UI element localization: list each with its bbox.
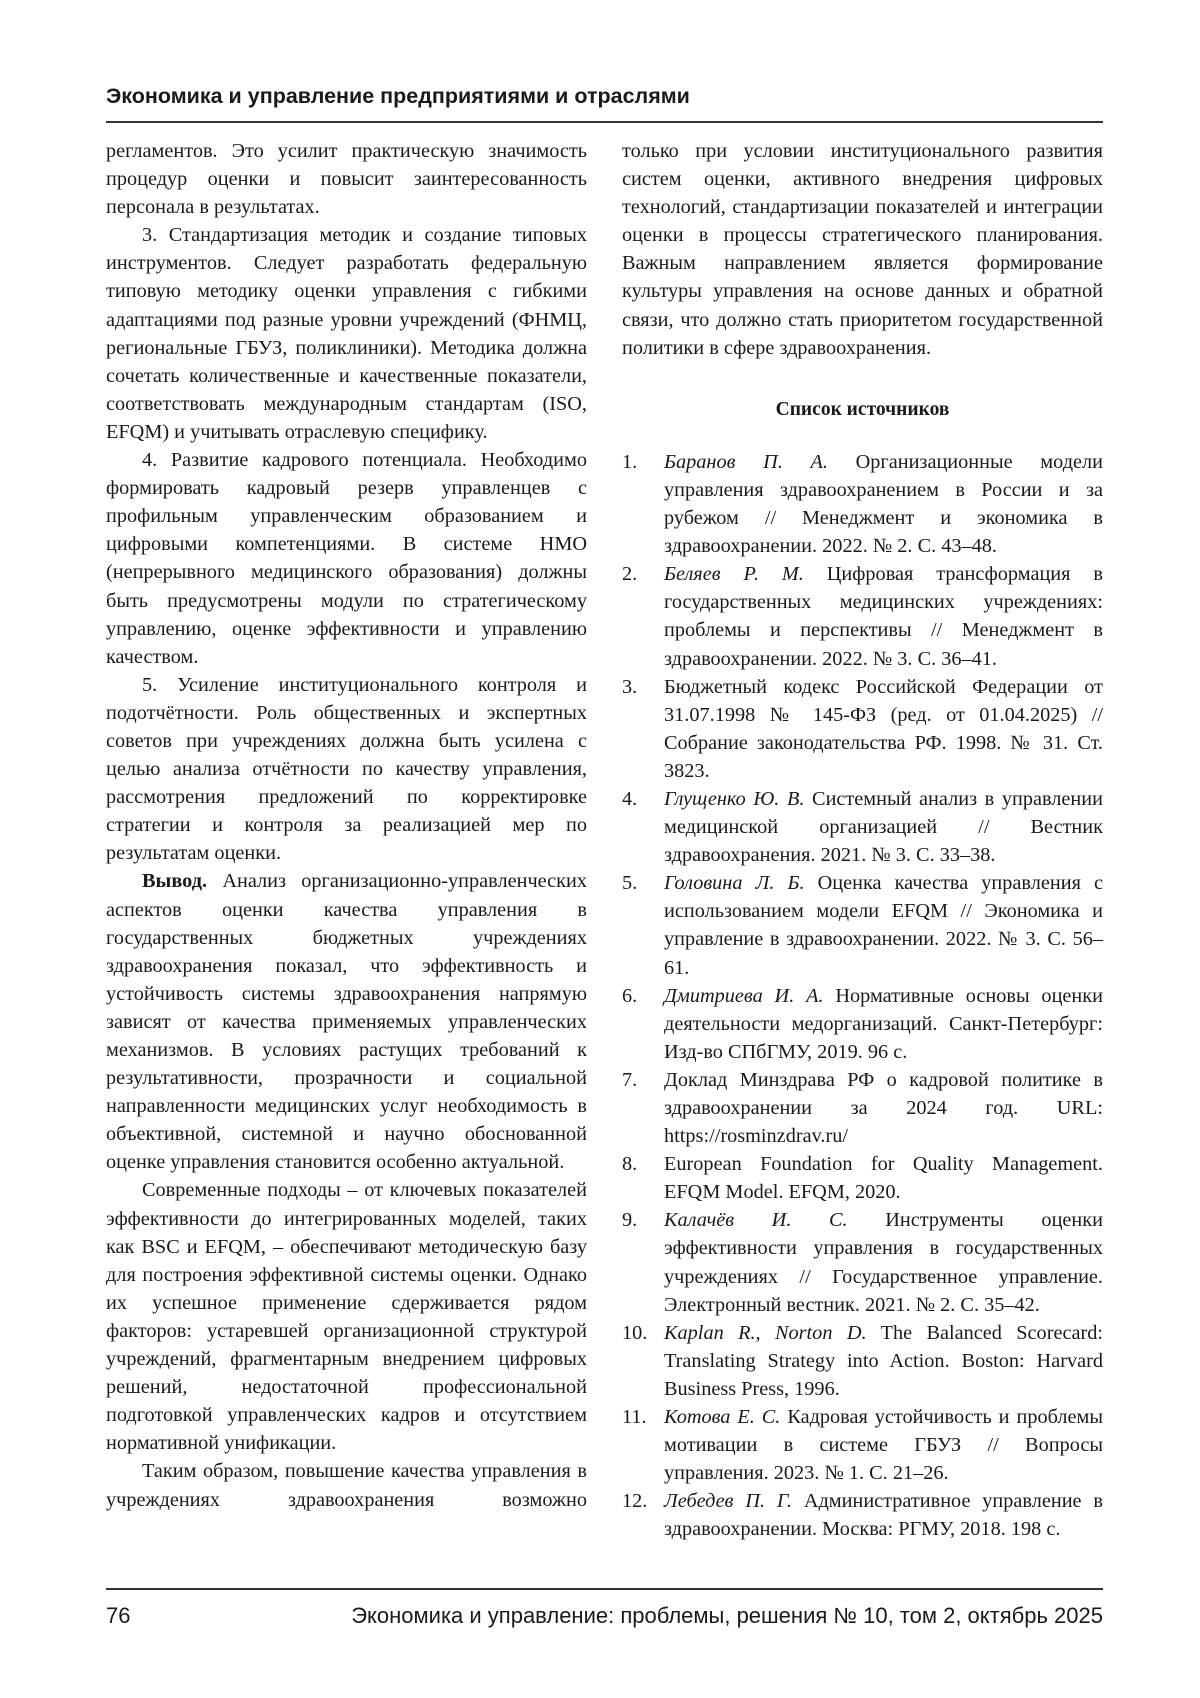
- paragraph: Современные подходы – от ключевых показателей эффективности до интегрированных моделей, таких как BSC и EFQM, – обеспечивают методическую базу для построения эффективной системы оценки. Однако их успешное применение сдерживается рядом факторов: устаревшей организационной структурой учреждений, фрагментарным внедрением цифровых решений, недостаточной профессиональной подготовкой управленческих кадров и отсутствием нормативной унификации.: [106, 1176, 587, 1457]
- reference-body: Инструменты оценки эффективности управления в государственных учреждениях // Государственное управление. Электронный вестник. 2021. № 2. С. 35–42.: [664, 1209, 1103, 1315]
- paragraph: 5. Усиление институционального контроля и подотчётности. Роль общественных и экспертных советов при учреждениях должна быть усилена с целью анализа отчётности по качеству управления, рассмотрения предложений по корректировке стратегии и контроля за реализацией мер по результатам оценки.: [106, 671, 587, 868]
- reference-text: [664, 982, 1103, 1066]
- reference-author: Глущенко Ю. В.: [664, 788, 804, 810]
- reference-number: 5.: [622, 869, 664, 981]
- reference-number: 2.: [622, 560, 664, 672]
- reference-author: Дмитриева И. А.: [664, 985, 824, 1007]
- reference-item: [622, 1066, 1103, 1150]
- page-number: 76: [106, 1603, 130, 1629]
- reference-number: 12.: [622, 1487, 664, 1543]
- reference-text: [664, 1403, 1103, 1487]
- reference-body: Бюджетный кодекс Российской Федерации от 31.07.1998 № 145-ФЗ (ред. от 01.04.2025) // Собрание законодательства РФ. 1998. № 31. Ст. 3823.: [664, 676, 1103, 782]
- paragraph: 3. Стандартизация методик и создание типовых инструментов. Следует разработать федеральную типовую методику оценки управления с гибкими адаптациями под разные уровни учреждений (ФНМЦ, региональные ГБУЗ, поликлиники). Методика должна сочетать количественные и качественные показатели, соответствовать международным стандартам (ISO, EFQM) и учитывать отраслевую специфику.: [106, 221, 587, 446]
- reference-body: European Foundation for Quality Management. EFQM Model. EFQM, 2020.: [664, 1153, 1103, 1203]
- reference-body: Системный анализ в управлении медицинской организацией // Вестник здравоохранения. 2021. № 3. С. 33–38.: [664, 788, 1103, 866]
- paragraph: Таким образом, повышение качества управления в учреждениях здравоохранения возможно: [106, 1457, 587, 1513]
- reference-item: [622, 1150, 1103, 1206]
- reference-author: Головина Л. Б.: [664, 872, 805, 894]
- reference-number: 6.: [622, 982, 664, 1066]
- reference-author: Баранов П. А.: [664, 451, 828, 473]
- reference-text: [664, 448, 1103, 560]
- reference-number: 10.: [622, 1319, 664, 1403]
- reference-number: 1.: [622, 448, 664, 560]
- reference-body: Кадровая устойчивость и проблемы мотивации в системе ГБУЗ // Вопросы управления. 2023. № 1. С. 21–26.: [664, 1406, 1103, 1484]
- right-column: [622, 137, 1103, 1544]
- reference-text: [664, 785, 1103, 869]
- footer-rule: [106, 1588, 1103, 1590]
- left-column: [106, 137, 587, 1514]
- conclusion-label: Вывод.: [142, 870, 207, 892]
- conclusion-paragraph: [106, 867, 587, 1176]
- paragraph: только при условии институционального развития систем оценки, активного внедрения цифровых технологий, стандартизации показателей и интеграции оценки в процессы стратегического планирования. Важным направлением является формирование культуры управления на основе данных и обратной связи, что должно стать приоритетом государственной политики в сфере здравоохранения.: [622, 137, 1103, 362]
- conclusion-text: Анализ организационно-управленческих аспектов оценки качества управления в государственных бюджетных учреждениях здравоохранения показал, что эффективность и устойчивость системы здравоохранения напрямую зависят от качества применяемых управленческих механизмов. В условиях растущих требований к результативности, прозрачности и социальной направленности медицинских услуг необходимость в объективной, системной и научно обоснованной оценке управления становится особенно актуальной.: [106, 870, 587, 1173]
- reference-author: Kaplan R., Norton D.: [664, 1322, 867, 1344]
- reference-item: [622, 1206, 1103, 1318]
- reference-text: [664, 1066, 1103, 1150]
- reference-item: [622, 448, 1103, 560]
- reference-item: [622, 869, 1103, 981]
- reference-body: The Balanced Scorecard: Translating Strategy into Action. Boston: Harvard Business Press, 1996.: [664, 1322, 1103, 1400]
- reference-number: 7.: [622, 1066, 664, 1150]
- header-rule: [106, 121, 1103, 123]
- reference-number: 11.: [622, 1403, 664, 1487]
- references-list: [622, 448, 1103, 1544]
- reference-item: [622, 673, 1103, 785]
- reference-author: Беляев Р. М.: [664, 563, 804, 585]
- reference-body: Доклад Минздрава РФ о кадровой политике в здравоохранении за 2024 год. URL: https://rosminzdrav.ru/: [664, 1069, 1103, 1147]
- reference-number: 3.: [622, 673, 664, 785]
- reference-text: [664, 673, 1103, 785]
- reference-text: [664, 1150, 1103, 1206]
- reference-text: [664, 1319, 1103, 1403]
- reference-text: [664, 1206, 1103, 1318]
- reference-author: Котова Е. С.: [664, 1406, 780, 1428]
- reference-author: Лебедев П. Г.: [664, 1490, 792, 1512]
- reference-text: [664, 1487, 1103, 1543]
- reference-item: [622, 785, 1103, 869]
- reference-author: Калачёв И. С.: [664, 1209, 848, 1231]
- reference-body: Административное управление в здравоохранении. Москва: РГМУ, 2018. 198 с.: [664, 1490, 1103, 1540]
- paragraph: регламентов. Это усилит практическую значимость процедур оценки и повысит заинтересованность персонала в результатах.: [106, 137, 587, 221]
- reference-text: [664, 560, 1103, 672]
- running-title: Экономика и управление предприятиями и отраслями: [106, 84, 690, 109]
- paragraph: 4. Развитие кадрового потенциала. Необходимо формировать кадровый резерв управленцев с профильным управленческим образованием и цифровыми компетенциями. В системе НМО (непрерывного медицинского образования) должны быть предусмотрены модули по стратегическому управлению, оценке эффективности и управлению качеством.: [106, 446, 587, 671]
- reference-text: [664, 869, 1103, 981]
- reference-item: [622, 1487, 1103, 1543]
- reference-item: [622, 560, 1103, 672]
- reference-item: [622, 1403, 1103, 1487]
- journal-footer: Экономика и управление: проблемы, решения № 10, том 2, октябрь 2025: [351, 1603, 1103, 1629]
- reference-body: Организационные модели управления здравоохранением в России и за рубежом // Менеджмент и экономика в здравоохранении. 2022. № 2. С. 43–48.: [664, 451, 1103, 557]
- reference-number: 9.: [622, 1206, 664, 1318]
- reference-item: [622, 1319, 1103, 1403]
- reference-item: [622, 982, 1103, 1066]
- reference-body: Нормативные основы оценки деятельности медорганизаций. Санкт-Петербург: Изд-во СПбГМУ, 2019. 96 с.: [664, 985, 1103, 1063]
- references-title: Список источников: [622, 396, 1103, 424]
- reference-number: 8.: [622, 1150, 664, 1206]
- reference-body: Цифровая трансформация в государственных медицинских учреждениях: проблемы и перспективы // Менеджмент в здравоохранении. 2022. № 3. С. 36–41.: [664, 563, 1103, 669]
- reference-body: Оценка качества управления с использованием модели EFQM // Экономика и управление в здравоохранении. 2022. № 3. С. 56–61.: [664, 872, 1103, 978]
- reference-number: 4.: [622, 785, 664, 869]
